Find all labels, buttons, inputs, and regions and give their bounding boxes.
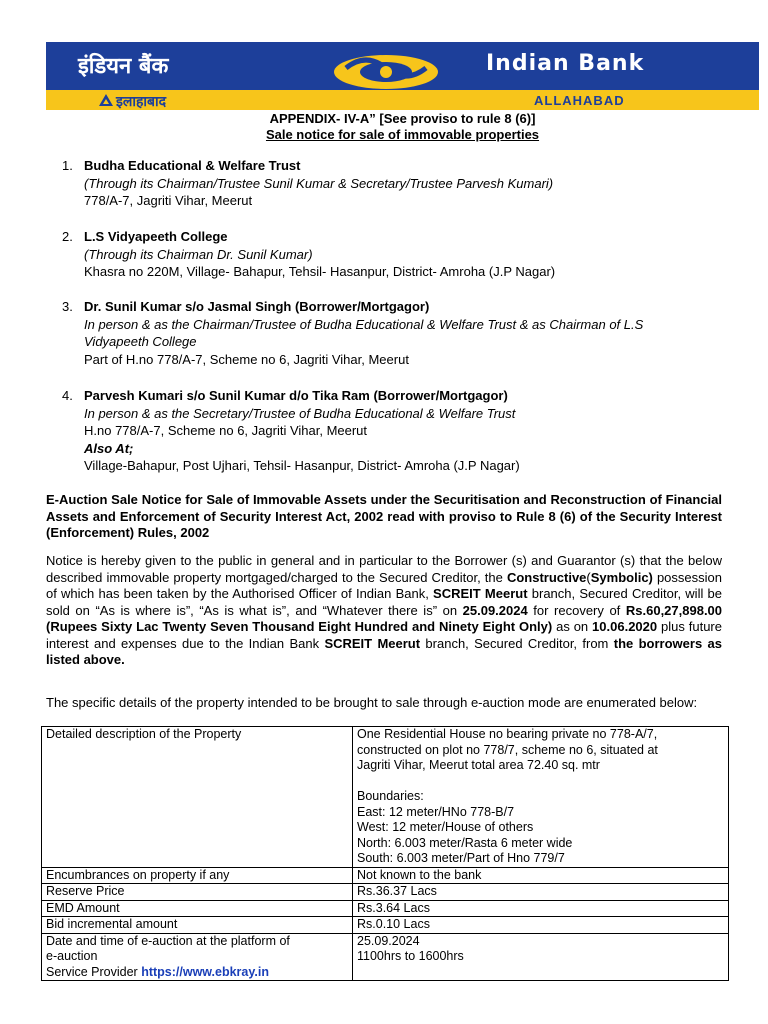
table-row xyxy=(42,900,729,917)
auction-time: 1100hrs to 1600hrs xyxy=(357,949,464,963)
table-row xyxy=(42,933,729,981)
notice-bold: Constructive xyxy=(506,569,587,585)
indian-bank-logo xyxy=(326,46,446,102)
party-name: L.S Vidyapeeth College xyxy=(84,229,228,244)
party-name: Dr. Sunil Kumar s/o Jasmal Singh (Borrower/Mortgagor) xyxy=(84,299,430,314)
party-name: Budha Educational & Welfare Trust xyxy=(84,158,301,173)
auction-label-line: Date and time of e-auction at the platform of xyxy=(46,933,290,948)
table-row xyxy=(42,727,729,868)
notice-paragraph xyxy=(46,553,722,669)
eauction-heading: E-Auction Sale Notice for Sale of Immovable Assets under the Securitisation and Reconstruction of Financial Assets and Enforcement of Security Interest Act, 2002 read with proviso to Rule 8 (6) of the Security Interest (Enforcement) Rules, 2002 xyxy=(46,492,722,540)
property-description-line: constructed on plot no 778/7, scheme no 6, situated at xyxy=(357,742,658,757)
allahabad-logo-icon xyxy=(98,93,114,107)
row-label: EMD Amount xyxy=(42,900,353,917)
ebkray-link[interactable]: https://www.ebkray.in xyxy=(141,964,269,979)
party-role-line2: Vidyapeeth College xyxy=(84,334,197,349)
notice-bold: Rs.60,27,898.00 (Rupees Sixty Lac Twenty Seven Thousand Eight Hundred and Ninety Eight Only) xyxy=(46,602,723,634)
row-value: Not known to the bank xyxy=(353,867,729,884)
allahabad-english: ALLAHABAD xyxy=(534,93,625,108)
party-4 xyxy=(62,387,742,475)
spacer xyxy=(357,774,724,790)
property-description-line: One Residential House no bearing private no 778-A/7, xyxy=(357,727,658,741)
notice-text: Notice is hereby given to the public in general and in particular to the Borrower (s) and Guarantor (s) that the below described immovable property mortgaged/charged to the Secured Creditor, the xyxy=(46,553,722,585)
party-2 xyxy=(62,228,742,281)
row-value xyxy=(353,727,729,868)
boundaries-label: Boundaries: xyxy=(357,789,424,803)
bank-name-hindi: इंडियन बैंक xyxy=(78,54,169,79)
party-address: Part of H.no 778/A-7, Scheme no 6, Jagriti Vihar, Meerut xyxy=(84,351,409,367)
party-number: 2. xyxy=(62,229,73,244)
allahabad-hindi: इलाहाबाद xyxy=(116,94,167,110)
auction-date: 25.09.2024 xyxy=(357,933,420,948)
service-provider-line xyxy=(46,965,348,981)
party-address: Khasra no 220M, Village- Bahapur, Tehsil- Hasanpur, District- Amroha (J.P Nagar) xyxy=(84,264,556,279)
table-row xyxy=(42,867,729,884)
row-label xyxy=(42,933,353,981)
bank-banner xyxy=(46,42,759,110)
row-label: Bid incremental amount xyxy=(42,917,353,934)
boundary-south: South: 6.003 meter/Part of Hno 779/7 xyxy=(357,851,565,865)
party-role-line1: In person & as the Chairman/Trustee of Budha Educational & Welfare Trust & as Chairman of L.S xyxy=(84,316,644,332)
notice-bold: SCREIT Meerut xyxy=(324,635,421,651)
notice-bold: 25.09.2024 xyxy=(462,602,528,618)
also-at-address: Village-Bahapur, Post Ujhari, Tehsil- Hasanpur, District- Amroha (J.P Nagar) xyxy=(84,458,520,473)
party-address: 778/A-7, Jagriti Vihar, Meerut xyxy=(84,193,253,208)
row-value: Rs.3.64 Lacs xyxy=(353,900,729,917)
notice-bold: Symbolic) xyxy=(590,569,653,585)
party-1 xyxy=(62,157,742,210)
notice-bold: SCREIT Meerut xyxy=(433,586,528,601)
row-label: Encumbrances on property if any xyxy=(42,867,353,884)
notice-text: for recovery of xyxy=(527,602,626,618)
table-row xyxy=(42,917,729,934)
boundary-north: North: 6.003 meter/Rasta 6 meter wide xyxy=(357,835,573,850)
appendix-title: APPENDIX- IV-A” [See proviso to rule 8 (6)] xyxy=(269,111,536,126)
party-number: 1. xyxy=(62,158,73,173)
notice-bold: the borrowers as listed above. xyxy=(46,635,722,667)
notice-text: branch, Secured Creditor, will be sold on “As is where is”, “As is what is”, and “Whatever there is” on xyxy=(46,586,723,618)
party-address: H.no 778/A-7, Scheme no 6, Jagriti Vihar, Meerut xyxy=(84,423,368,438)
auction-label-line: e-auction xyxy=(46,949,98,963)
party-role: (Through its Chairman/Trustee Sunil Kumar & Secretary/Trustee Parvesh Kumari) xyxy=(84,175,554,191)
notice-text: possession of which has been taken by the Authorised Officer of Indian Bank, xyxy=(46,569,722,601)
row-label: Reserve Price xyxy=(42,884,353,901)
specific-details-intro: The specific details of the property intended to be brought to sale through e-auction mode are enumerated below: xyxy=(46,695,698,710)
property-description-line: Jagriti Vihar, Meerut total area 72.40 sq. mtr xyxy=(357,758,600,772)
party-role: In person & as the Secretary/Trustee of Budha Educational & Welfare Trust xyxy=(84,405,516,421)
party-3 xyxy=(62,298,742,368)
notice-text: branch, Secured Creditor, from xyxy=(420,635,614,651)
service-provider-label: Service Provider xyxy=(46,964,142,979)
row-value: Rs.0.10 Lacs xyxy=(353,917,729,934)
row-value: Rs.36.37 Lacs xyxy=(353,884,729,901)
row-label: Detailed description of the Property xyxy=(42,727,353,868)
also-at-label: Also At; xyxy=(84,440,134,456)
party-name: Parvesh Kumari s/o Sunil Kumar d/o Tika Ram (Borrower/Mortgagor) xyxy=(84,388,508,403)
party-number: 4. xyxy=(62,388,73,403)
sale-notice-subtitle: Sale notice for sale of immovable properties xyxy=(265,127,540,142)
party-role: (Through its Chairman Dr. Sunil Kumar) xyxy=(84,246,313,262)
boundary-west: West: 12 meter/House of others xyxy=(357,820,534,834)
property-details-table xyxy=(41,726,729,981)
bank-name-english: Indian Bank xyxy=(486,51,645,76)
row-value xyxy=(353,933,729,981)
notice-text: plus future interest and expenses due to the Indian Bank xyxy=(46,619,722,651)
notice-text: ( xyxy=(586,569,591,585)
party-number: 3. xyxy=(62,299,73,314)
notice-bold: 10.06.2020 xyxy=(592,619,658,634)
boundary-east: East: 12 meter/HNo 778-B/7 xyxy=(357,804,515,819)
notice-text: as on xyxy=(552,619,593,634)
table-row xyxy=(42,884,729,901)
